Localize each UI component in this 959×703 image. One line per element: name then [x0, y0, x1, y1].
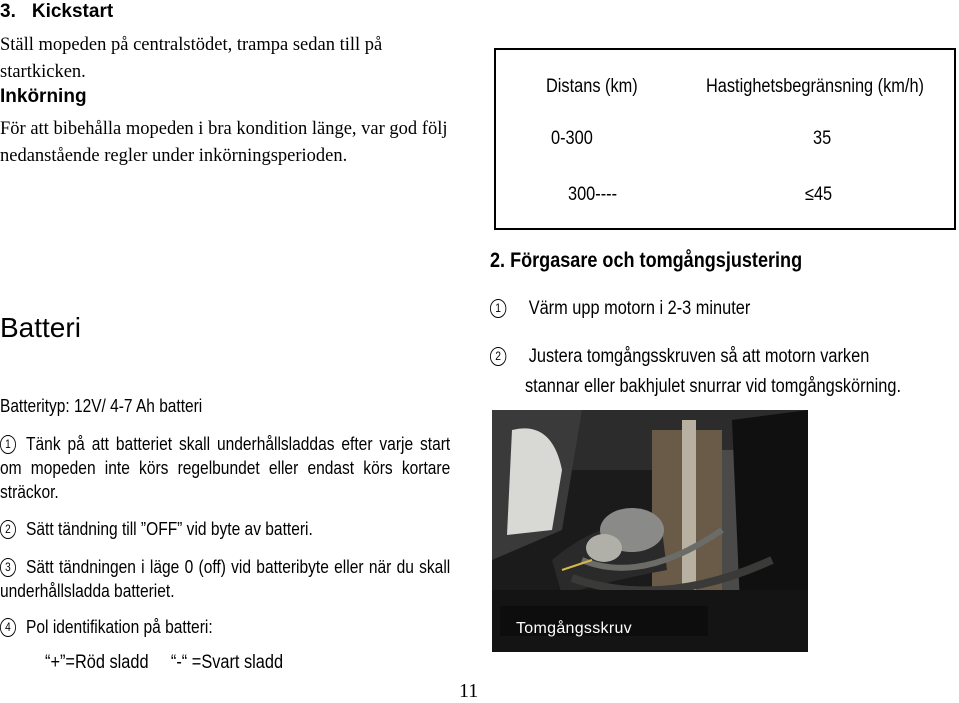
carburetor-photo [492, 410, 808, 652]
circled-number-1: 1 [490, 299, 506, 318]
table-cell-distance: 0-300 [551, 128, 593, 149]
polarity-plus: “+”=Röd sladd [45, 652, 149, 673]
speed-limit-table [494, 48, 956, 230]
kickstart-text: Ställ mopeden på centralstödet, trampa sedan till på startkicken. [0, 35, 383, 82]
carburetor-item-1-text: Värm upp motorn i 2-3 minuter [528, 298, 751, 319]
polarity-line [45, 652, 305, 674]
battery-item-3-text: Sätt tändningen i läge 0 (off) vid batteribyte eller när du skall underhållsladda batteriet. [0, 556, 451, 601]
kickstart-title: Kickstart [31, 1, 114, 22]
engine-illustration [492, 410, 808, 652]
circled-number-1: 1 [0, 435, 16, 454]
table-header-distance: Distans (km) [546, 76, 638, 97]
circled-number-2: 2 [490, 347, 506, 366]
table-header-speed-limit: Hastighetsbegränsning (km/h) [706, 76, 924, 97]
battery-item-4 [0, 615, 450, 639]
carburetor-title: 2. Förgasare och tomgångsjustering [490, 249, 803, 272]
section-number: 3. [0, 1, 16, 22]
table-cell-distance: 300---- [568, 184, 618, 205]
battery-item-1 [0, 432, 450, 504]
carburetor-item-2-text: Justera tomgångsskruven så att motorn varken [528, 346, 870, 367]
page-number: 11 [459, 680, 479, 702]
battery-item-2 [0, 517, 450, 541]
battery-item-1-text: Tänk på att batteriet skall underhållsladdas efter varje start om mopeden inte körs regelbundet eller endast körs kortare sträckor. [0, 433, 451, 502]
table-cell-limit: 35 [813, 128, 832, 149]
battery-type: Batterityp: 12V/ 4-7 Ah batteri [0, 396, 203, 416]
idle-screw-label: Tomgångsskruv [516, 620, 632, 637]
battery-title: Batteri [0, 312, 81, 343]
battery-item-3 [0, 555, 450, 603]
carburetor-item-1 [490, 298, 750, 320]
carburetor-item-2 [490, 346, 869, 368]
battery-item-4-text: Pol identifikation på batteri: [26, 616, 213, 637]
circled-number-3: 3 [0, 558, 16, 577]
kickstart-heading [0, 1, 113, 23]
circled-number-2: 2 [0, 520, 16, 539]
battery-item-2-text: Sätt tändning till ”OFF” vid byte av batteri. [26, 518, 313, 539]
table-cell-limit: ≤45 [805, 184, 833, 205]
polarity-minus: “-“ =Svart sladd [170, 652, 284, 673]
inkorning-title: Inkörning [0, 86, 87, 107]
carburetor-item-2-continuation: stannar eller bakhjulet snurrar vid tomgångskörning. [525, 376, 902, 397]
inkorning-text: För att bibehålla mopeden i bra kondition länge, var god följ nedanstående regler under inkörningsperioden. [0, 119, 448, 166]
circled-number-4: 4 [0, 618, 16, 637]
